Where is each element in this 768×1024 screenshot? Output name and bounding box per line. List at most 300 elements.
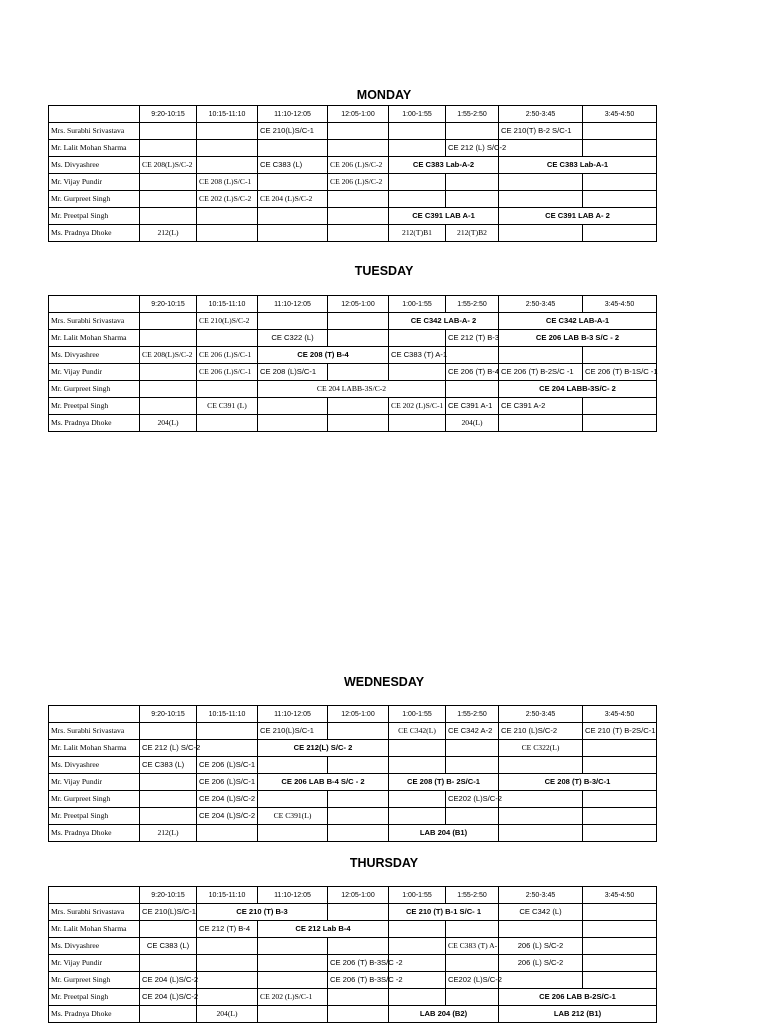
empty-cell xyxy=(197,225,258,242)
empty-cell xyxy=(583,398,657,415)
empty-cell xyxy=(583,955,657,972)
empty-cell xyxy=(197,330,258,347)
time-slot-header: 11:10-12:05 xyxy=(258,706,328,723)
empty-cell xyxy=(258,791,328,808)
table-row xyxy=(49,1006,657,1023)
teacher-name: Mr. Preetpal Singh xyxy=(49,989,140,1006)
empty-cell xyxy=(328,225,389,242)
teacher-name: Ms. Divyashree xyxy=(49,938,140,955)
time-slot-header: 1:55-2:50 xyxy=(446,887,499,904)
empty-cell xyxy=(140,313,197,330)
class-cell: CE C383 Lab-A-1 xyxy=(499,157,657,174)
teacher-name: Mr. Gurpreet Singh xyxy=(49,381,140,398)
class-cell: CE202 (L)S/C-2 xyxy=(446,791,499,808)
teacher-name: Mr. Gurpreet Singh xyxy=(49,972,140,989)
teacher-name: Mr. Vijay Pundir xyxy=(49,174,140,191)
teacher-name: Mrs. Surabhi Srivastava xyxy=(49,313,140,330)
empty-cell xyxy=(583,757,657,774)
empty-cell xyxy=(140,330,197,347)
class-cell: CE C391 (L) xyxy=(197,398,258,415)
day-title-tuesday: TUESDAY xyxy=(354,264,414,278)
time-slot-header: 10:15-11:10 xyxy=(197,706,258,723)
table-row xyxy=(49,123,657,140)
class-cell: CE 206 (L)S/C-1 xyxy=(197,347,258,364)
empty-cell xyxy=(328,140,389,157)
class-cell: CE C383 (L) xyxy=(140,757,197,774)
class-cell: CE 208(L)S/C-2 xyxy=(140,347,197,364)
class-cell: CE 204 (L)S/C-2 xyxy=(140,989,197,1006)
empty-cell xyxy=(583,140,657,157)
empty-cell xyxy=(197,938,258,955)
time-slot-header: 12:05-1:00 xyxy=(328,887,389,904)
empty-cell xyxy=(328,723,389,740)
teacher-name: Ms. Divyashree xyxy=(49,157,140,174)
empty-cell xyxy=(389,364,446,381)
table-row xyxy=(49,313,657,330)
empty-cell xyxy=(140,921,197,938)
empty-cell xyxy=(499,808,583,825)
time-slot-header: 9:20-10:15 xyxy=(140,887,197,904)
empty-cell xyxy=(446,921,499,938)
empty-cell xyxy=(583,191,657,208)
corner-cell xyxy=(49,706,140,723)
time-slot-header: 3:45-4:50 xyxy=(583,106,657,123)
empty-cell xyxy=(328,989,389,1006)
class-cell: CE 210(L)S/C-1 xyxy=(258,723,328,740)
teacher-name: Mr. Lalit Mohan Sharma xyxy=(49,140,140,157)
empty-cell xyxy=(197,972,258,989)
class-cell: CE 206 LAB B-2S/C-1 xyxy=(499,989,657,1006)
class-cell: CE C342 (L) xyxy=(499,904,583,921)
table-row xyxy=(49,938,657,955)
time-slot-header: 11:10-12:05 xyxy=(258,887,328,904)
class-cell: CE 204 (L)S/C-2 xyxy=(197,808,258,825)
empty-cell xyxy=(499,921,583,938)
class-cell: LAB 204 (B1) xyxy=(389,825,499,842)
class-cell: 212(L) xyxy=(140,825,197,842)
empty-cell xyxy=(583,123,657,140)
empty-cell xyxy=(446,757,499,774)
empty-cell xyxy=(258,313,328,330)
empty-cell xyxy=(197,989,258,1006)
empty-cell xyxy=(328,313,389,330)
empty-cell xyxy=(389,938,446,955)
empty-cell xyxy=(446,740,499,757)
time-slot-header: 1:00-1:55 xyxy=(389,296,446,313)
teacher-name: Mr. Gurpreet Singh xyxy=(49,191,140,208)
class-cell: CE 206 LAB B-4 S/C - 2 xyxy=(258,774,389,791)
empty-cell xyxy=(583,904,657,921)
class-cell: CE 212 Lab B-4 xyxy=(258,921,389,938)
class-cell: CE 204 LABB-3S/C-2 xyxy=(258,381,446,398)
time-slot-header: 1:55-2:50 xyxy=(446,296,499,313)
empty-cell xyxy=(583,347,657,364)
empty-cell xyxy=(258,757,328,774)
time-slot-header: 1:55-2:50 xyxy=(446,106,499,123)
empty-cell xyxy=(140,398,197,415)
empty-cell xyxy=(328,364,389,381)
empty-cell xyxy=(446,174,499,191)
empty-cell xyxy=(258,174,328,191)
class-cell: CE 210(T) B-2 S/C-1 xyxy=(499,123,583,140)
class-cell: LAB 212 (B1) xyxy=(499,1006,657,1023)
table-row xyxy=(49,330,657,347)
empty-cell xyxy=(258,955,328,972)
table-row xyxy=(49,364,657,381)
table-row xyxy=(49,757,657,774)
time-header-row xyxy=(49,887,657,904)
class-cell: CE 204 LABB-3S/C- 2 xyxy=(499,381,657,398)
class-cell: CE 206 (T) B-4 xyxy=(446,364,499,381)
empty-cell xyxy=(140,364,197,381)
empty-cell xyxy=(446,381,499,398)
time-slot-header: 2:50-3:45 xyxy=(499,887,583,904)
teacher-name: Mrs. Surabhi Srivastava xyxy=(49,904,140,921)
empty-cell xyxy=(389,921,446,938)
class-cell: LAB 204 (B2) xyxy=(389,1006,499,1023)
empty-cell xyxy=(389,989,446,1006)
table-row xyxy=(49,208,657,225)
empty-cell xyxy=(258,825,328,842)
teacher-name: Mr. Preetpal Singh xyxy=(49,808,140,825)
class-cell: CE 208 (T) B-4 xyxy=(258,347,389,364)
corner-cell xyxy=(49,296,140,313)
empty-cell xyxy=(140,208,197,225)
time-slot-header: 9:20-10:15 xyxy=(140,706,197,723)
teacher-name: Mr. Preetpal Singh xyxy=(49,208,140,225)
empty-cell xyxy=(499,140,583,157)
empty-cell xyxy=(446,191,499,208)
time-slot-header: 9:20-10:15 xyxy=(140,296,197,313)
teacher-name: Mr. Lalit Mohan Sharma xyxy=(49,330,140,347)
class-cell: CE 212 (L) S/C-2 xyxy=(446,140,499,157)
empty-cell xyxy=(499,825,583,842)
class-cell: CE 204 (L)S/C-2 xyxy=(258,191,328,208)
empty-cell xyxy=(258,415,328,432)
timetable-monday xyxy=(48,105,657,242)
empty-cell xyxy=(140,1006,197,1023)
empty-cell xyxy=(499,972,583,989)
empty-cell xyxy=(140,174,197,191)
class-cell: 206 (L) S/C-2 xyxy=(499,938,583,955)
teacher-name: Mr. Vijay Pundir xyxy=(49,955,140,972)
empty-cell xyxy=(389,140,446,157)
class-cell: CE 204 (L)S/C-2 xyxy=(140,972,197,989)
class-cell: CE 210 (T) B-1 S/C- 1 xyxy=(389,904,499,921)
timetable-tuesday xyxy=(48,295,657,432)
day-title-thursday: THURSDAY xyxy=(349,856,419,870)
table-row xyxy=(49,791,657,808)
empty-cell xyxy=(140,955,197,972)
time-slot-header: 10:15-11:10 xyxy=(197,887,258,904)
empty-cell xyxy=(446,347,499,364)
teacher-name: Ms. Divyashree xyxy=(49,347,140,364)
empty-cell xyxy=(258,1006,328,1023)
empty-cell xyxy=(140,808,197,825)
time-slot-header: 1:55-2:50 xyxy=(446,706,499,723)
class-cell: CE 204 (L)S/C-2 xyxy=(197,791,258,808)
class-cell: CE C383 (L) xyxy=(258,157,328,174)
table-row xyxy=(49,140,657,157)
empty-cell xyxy=(258,225,328,242)
class-cell: CE 206 (L)S/C-1 xyxy=(197,757,258,774)
class-cell: CE C391 A-1 xyxy=(446,398,499,415)
time-slot-header: 10:15-11:10 xyxy=(197,106,258,123)
empty-cell xyxy=(499,757,583,774)
timetable-thursday xyxy=(48,886,657,1023)
teacher-name: Mrs. Surabhi Srivastava xyxy=(49,123,140,140)
class-cell: CE 210 (L)S/C-2 xyxy=(499,723,583,740)
corner-cell xyxy=(49,887,140,904)
teacher-name: Ms. Divyashree xyxy=(49,757,140,774)
class-cell: 204(L) xyxy=(197,1006,258,1023)
teacher-name: Ms. Pradnya Dhoke xyxy=(49,225,140,242)
empty-cell xyxy=(258,140,328,157)
empty-cell xyxy=(583,415,657,432)
class-cell: CE 206 (T) B-3S/C -2 xyxy=(328,972,389,989)
empty-cell xyxy=(197,157,258,174)
class-cell: CE 208 (T) B- 2S/C-1 xyxy=(389,774,499,791)
class-cell: CE 206 (L)S/C-1 xyxy=(197,364,258,381)
empty-cell xyxy=(583,808,657,825)
empty-cell xyxy=(328,938,389,955)
empty-cell xyxy=(140,140,197,157)
empty-cell xyxy=(583,825,657,842)
table-row xyxy=(49,774,657,791)
class-cell: CE202 (L)S/C-2 xyxy=(446,972,499,989)
class-cell: CE C383 (L) xyxy=(140,938,197,955)
empty-cell xyxy=(389,415,446,432)
time-slot-header: 10:15-11:10 xyxy=(197,296,258,313)
class-cell: CE C391 LAB A-1 xyxy=(389,208,499,225)
empty-cell xyxy=(328,330,389,347)
table-row xyxy=(49,347,657,364)
class-cell: CE C391(L) xyxy=(258,808,328,825)
empty-cell xyxy=(583,791,657,808)
class-cell: CE 210 (T) B-3 xyxy=(197,904,328,921)
class-cell: CE 208 (L)S/C-1 xyxy=(258,364,328,381)
empty-cell xyxy=(499,191,583,208)
teacher-name: Mr. Lalit Mohan Sharma xyxy=(49,740,140,757)
empty-cell xyxy=(328,825,389,842)
class-cell: CE 206 (L)S/C-2 xyxy=(328,174,389,191)
time-header-row xyxy=(49,706,657,723)
class-cell: CE C383 (T) A- xyxy=(446,938,499,955)
time-header-row xyxy=(49,106,657,123)
teacher-name: Mr. Gurpreet Singh xyxy=(49,791,140,808)
empty-cell xyxy=(328,123,389,140)
empty-cell xyxy=(197,723,258,740)
empty-cell xyxy=(499,225,583,242)
class-cell: CE 202 (L)S/C-1 xyxy=(258,989,328,1006)
time-slot-header: 12:05-1:00 xyxy=(328,106,389,123)
empty-cell xyxy=(389,330,446,347)
teacher-name: Ms. Pradnya Dhoke xyxy=(49,415,140,432)
empty-cell xyxy=(389,808,446,825)
time-slot-header: 2:50-3:45 xyxy=(499,706,583,723)
class-cell: CE 212 (T) B-3 xyxy=(446,330,499,347)
time-slot-header: 3:45-4:50 xyxy=(583,706,657,723)
class-cell: CE 210 (T) B-2S/C-1 xyxy=(583,723,657,740)
empty-cell xyxy=(197,140,258,157)
empty-cell xyxy=(258,938,328,955)
empty-cell xyxy=(197,955,258,972)
class-cell: CE 206 (T) B-2S/C -1 xyxy=(499,364,583,381)
time-header-row xyxy=(49,296,657,313)
class-cell: CE C391 LAB A- 2 xyxy=(499,208,657,225)
time-slot-header: 11:10-12:05 xyxy=(258,296,328,313)
empty-cell xyxy=(328,208,389,225)
teacher-name: Ms. Pradnya Dhoke xyxy=(49,825,140,842)
empty-cell xyxy=(499,791,583,808)
class-cell: 212(L) xyxy=(140,225,197,242)
empty-cell xyxy=(389,740,446,757)
table-row xyxy=(49,825,657,842)
table-row xyxy=(49,904,657,921)
empty-cell xyxy=(499,347,583,364)
class-cell: CE 202 (L)S/C-2 xyxy=(197,191,258,208)
class-cell: CE 210(L)S/C-2 xyxy=(197,313,258,330)
teacher-name: Mr. Preetpal Singh xyxy=(49,398,140,415)
empty-cell xyxy=(140,381,197,398)
table-row xyxy=(49,972,657,989)
time-slot-header: 1:00-1:55 xyxy=(389,706,446,723)
empty-cell xyxy=(446,955,499,972)
empty-cell xyxy=(583,921,657,938)
empty-cell xyxy=(328,791,389,808)
class-cell: 212(T)B1 xyxy=(389,225,446,242)
empty-cell xyxy=(140,123,197,140)
table-row xyxy=(49,191,657,208)
class-cell: CE C342 LAB-A-1 xyxy=(499,313,657,330)
table-row xyxy=(49,808,657,825)
empty-cell xyxy=(499,415,583,432)
table-row xyxy=(49,723,657,740)
class-cell: CE 212(L) S/C- 2 xyxy=(258,740,389,757)
day-title-monday: MONDAY xyxy=(356,88,412,102)
empty-cell xyxy=(583,174,657,191)
table-row xyxy=(49,174,657,191)
empty-cell xyxy=(328,904,389,921)
class-cell: CE 210(L)S/C-1 xyxy=(140,904,197,921)
empty-cell xyxy=(328,191,389,208)
empty-cell xyxy=(389,191,446,208)
class-cell: CE 208 (T) B-3/C-1 xyxy=(499,774,657,791)
time-slot-header: 12:05-1:00 xyxy=(328,706,389,723)
empty-cell xyxy=(446,808,499,825)
class-cell: 204(L) xyxy=(140,415,197,432)
timetable-wednesday xyxy=(48,705,657,842)
time-slot-header: 9:20-10:15 xyxy=(140,106,197,123)
empty-cell xyxy=(197,415,258,432)
time-slot-header: 11:10-12:05 xyxy=(258,106,328,123)
time-slot-header: 1:00-1:55 xyxy=(389,887,446,904)
empty-cell xyxy=(258,972,328,989)
class-cell: CE C342(L) xyxy=(389,723,446,740)
time-slot-header: 1:00-1:55 xyxy=(389,106,446,123)
class-cell: CE 212 (L) S/C-2 xyxy=(140,740,197,757)
teacher-name: Mr. Lalit Mohan Sharma xyxy=(49,921,140,938)
empty-cell xyxy=(197,825,258,842)
class-cell: CE C383 Lab-A-2 xyxy=(389,157,499,174)
table-row xyxy=(49,398,657,415)
empty-cell xyxy=(140,791,197,808)
class-cell: CE 206 (T) B-3S/C -2 xyxy=(328,955,389,972)
empty-cell xyxy=(389,174,446,191)
class-cell: CE 210(L)S/C-1 xyxy=(258,123,328,140)
time-slot-header: 3:45-4:50 xyxy=(583,296,657,313)
empty-cell xyxy=(583,225,657,242)
class-cell: CE C342 LAB-A- 2 xyxy=(389,313,499,330)
empty-cell xyxy=(197,740,258,757)
empty-cell xyxy=(389,791,446,808)
empty-cell xyxy=(583,740,657,757)
table-row xyxy=(49,740,657,757)
class-cell: 212(T)B2 xyxy=(446,225,499,242)
empty-cell xyxy=(140,723,197,740)
day-title-wednesday: WEDNESDAY xyxy=(343,675,425,689)
class-cell: CE 208 (L)S/C-1 xyxy=(197,174,258,191)
class-cell: CE 206 (L)S/C-2 xyxy=(328,157,389,174)
table-row xyxy=(49,225,657,242)
empty-cell xyxy=(446,123,499,140)
class-cell: CE 206 (T) B-1S/C -1 xyxy=(583,364,657,381)
table-row xyxy=(49,415,657,432)
empty-cell xyxy=(140,774,197,791)
corner-cell xyxy=(49,106,140,123)
class-cell: CE 206 (L)S/C-1 xyxy=(197,774,258,791)
class-cell: CE 202 (L)S/C-1 xyxy=(389,398,446,415)
empty-cell xyxy=(328,808,389,825)
class-cell: CE 206 LAB B-3 S/C - 2 xyxy=(499,330,657,347)
class-cell: 206 (L) S/C-2 xyxy=(499,955,583,972)
class-cell: CE C322(L) xyxy=(499,740,583,757)
empty-cell xyxy=(258,208,328,225)
empty-cell xyxy=(583,938,657,955)
time-slot-header: 2:50-3:45 xyxy=(499,296,583,313)
empty-cell xyxy=(140,191,197,208)
class-cell: 204(L) xyxy=(446,415,499,432)
time-slot-header: 3:45-4:50 xyxy=(583,887,657,904)
teacher-name: Ms. Pradnya Dhoke xyxy=(49,1006,140,1023)
empty-cell xyxy=(583,972,657,989)
empty-cell xyxy=(328,415,389,432)
empty-cell xyxy=(258,398,328,415)
table-row xyxy=(49,157,657,174)
teacher-name: Mr. Vijay Pundir xyxy=(49,364,140,381)
empty-cell xyxy=(328,1006,389,1023)
table-row xyxy=(49,381,657,398)
empty-cell xyxy=(499,174,583,191)
empty-cell xyxy=(197,381,258,398)
class-cell: CE C391 A-2 xyxy=(499,398,583,415)
empty-cell xyxy=(328,398,389,415)
table-row xyxy=(49,955,657,972)
empty-cell xyxy=(328,757,389,774)
empty-cell xyxy=(389,123,446,140)
empty-cell xyxy=(197,123,258,140)
class-cell: CE C322 (L) xyxy=(258,330,328,347)
empty-cell xyxy=(446,989,499,1006)
class-cell: CE 212 (T) B-4 xyxy=(197,921,258,938)
table-row xyxy=(49,921,657,938)
teacher-name: Mr. Vijay Pundir xyxy=(49,774,140,791)
empty-cell xyxy=(197,208,258,225)
table-row xyxy=(49,989,657,1006)
class-cell: CE 208(L)S/C-2 xyxy=(140,157,197,174)
class-cell: CE C342 A-2 xyxy=(446,723,499,740)
time-slot-header: 12:05-1:00 xyxy=(328,296,389,313)
